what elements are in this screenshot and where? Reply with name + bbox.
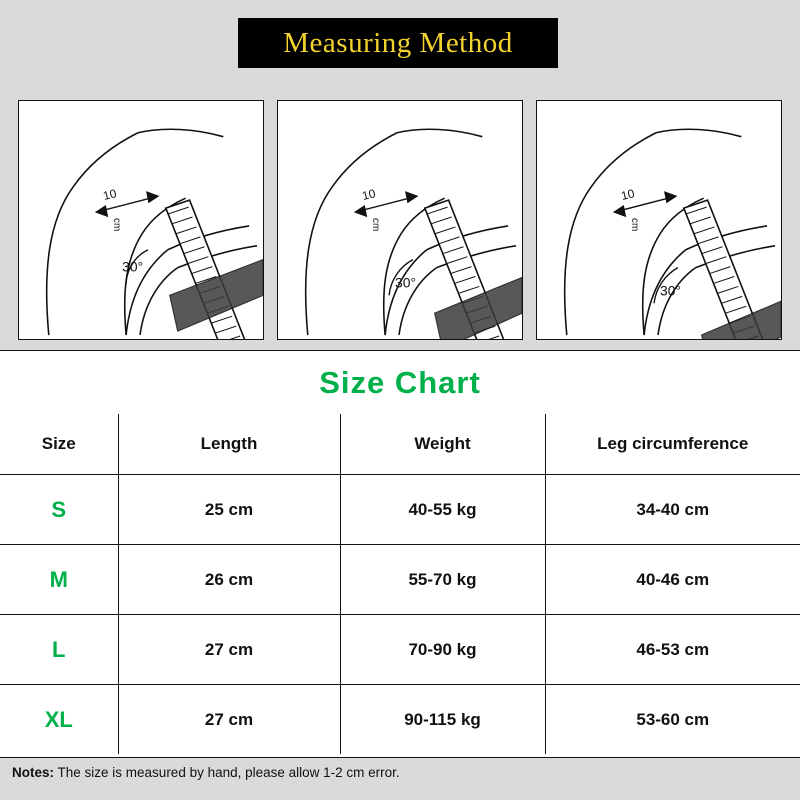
table-row [0,545,800,615]
leg-measure-diagram-3-icon [537,101,781,339]
illustration-panel-1 [18,100,264,340]
cell-length: 27 cm [118,615,340,685]
angle-label-2: 30° [395,274,417,291]
angle-label-3: 30° [659,282,681,299]
tape-measure [684,200,781,339]
illustration-panel-3 [536,100,782,340]
column-header-size: Size [0,414,118,475]
distance-label-1: 10 [101,186,118,204]
column-header-weight: Weight [340,414,545,475]
cell-length: 25 cm [118,475,340,545]
cell-leg: 53-60 cm [545,685,800,755]
page-title: Measuring Method [283,26,513,59]
cell-size: M [0,545,118,615]
notes-text: The size is measured by hand, please allow 1-2 cm error. [54,765,400,780]
notes-line [12,765,400,780]
size-chart-table [0,414,800,754]
table-row [0,685,800,755]
table-row [0,615,800,685]
notes-label: Notes: [12,765,55,780]
distance-label-3: 10 [619,186,636,204]
distance-unit-1: cm [111,218,123,232]
column-header-length: Length [118,414,340,475]
cell-leg: 34-40 cm [545,475,800,545]
distance-unit-2: cm [370,218,382,232]
leg-measure-diagram-2-icon [278,101,522,339]
cell-weight: 40-55 kg [340,475,545,545]
cell-size: S [0,475,118,545]
cell-size: L [0,615,118,685]
size-chart-title: Size Chart [319,365,481,400]
cell-weight: 90-115 kg [340,685,545,755]
cell-leg: 46-53 cm [545,615,800,685]
illustration-row [18,100,782,340]
illustration-panel-2 [277,100,523,340]
title-banner [238,18,558,68]
cell-weight: 55-70 kg [340,545,545,615]
cell-size: XL [0,685,118,755]
table-row [0,475,800,545]
distance-unit-3: cm [629,218,641,232]
distance-label-2: 10 [360,186,377,204]
cell-weight: 70-90 kg [340,615,545,685]
table-header-row [0,414,800,475]
column-header-leg-circumference: Leg circumference [545,414,800,475]
angle-label-1: 30° [122,258,144,275]
cell-length: 26 cm [118,545,340,615]
cell-leg: 40-46 cm [545,545,800,615]
cell-length: 27 cm [118,685,340,755]
leg-measure-diagram-1-icon [19,101,263,339]
tape-measure [166,200,263,339]
size-chart-section [0,350,800,758]
tape-measure [425,200,522,339]
